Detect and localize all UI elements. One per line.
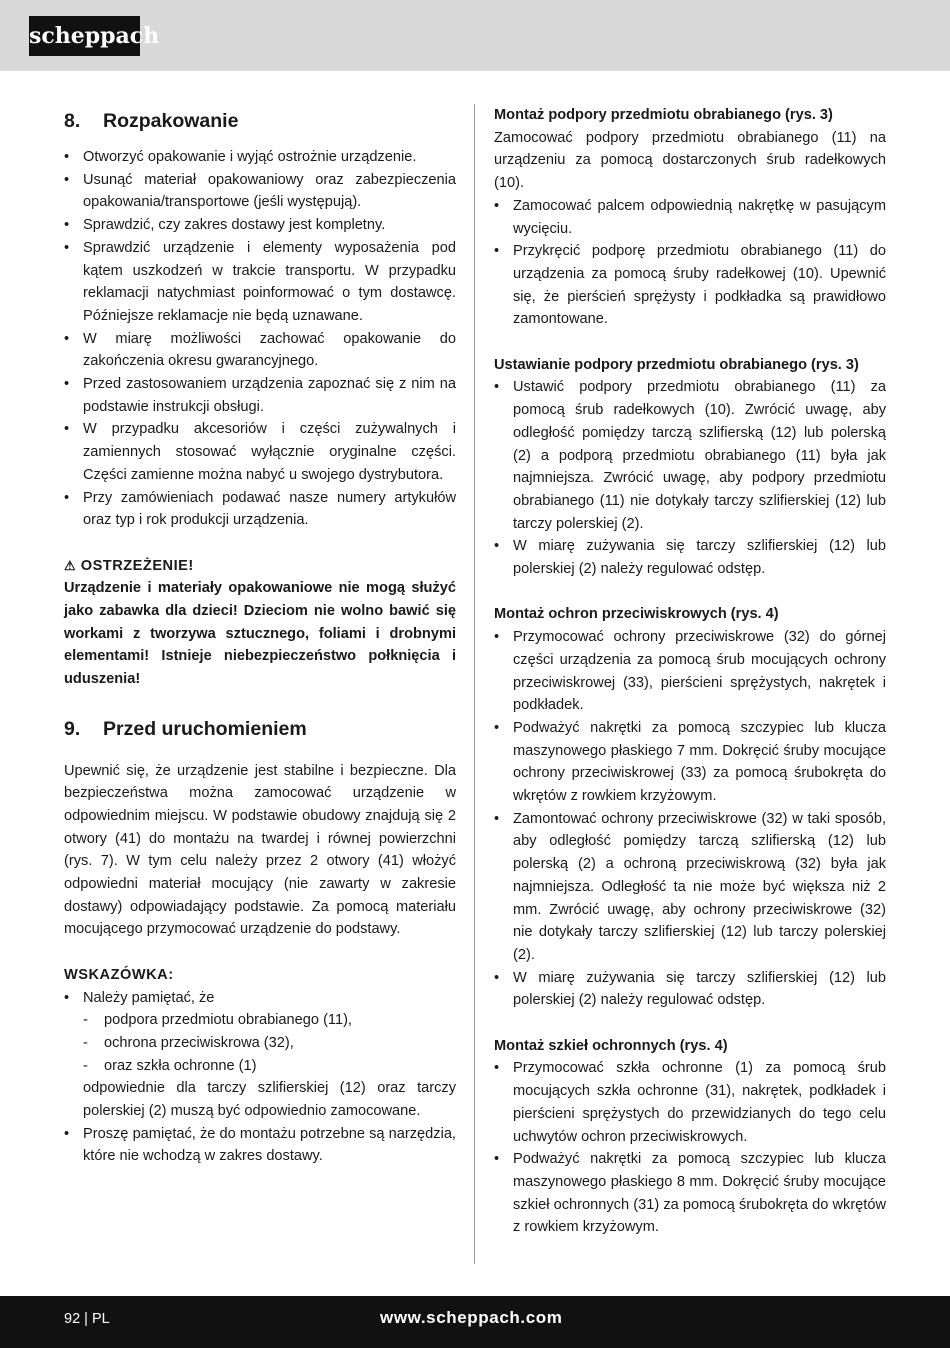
sublist-item: - ochrona przeciwiskrowa (32), bbox=[83, 1032, 456, 1055]
section-number: 8. bbox=[64, 110, 81, 132]
note-tail: odpowiednie dla tarczy szlifierskiej (12) oraz tarczy polerskiej (2) muszą być odpowiednio zamocowane. bbox=[83, 1080, 456, 1120]
list-item: • Proszę pamiętać, że do montażu potrzebne są narzędzia, które nie wchodzą w zakres dostawy. bbox=[64, 1123, 456, 1168]
sublist-item: - podpora przedmiotu obrabianego (11), bbox=[83, 1009, 456, 1032]
subsection-heading: Montaż szkieł ochronnych (rys. 4) bbox=[494, 1037, 728, 1054]
list-item bbox=[64, 987, 456, 1123]
list-item: • Ustawić podpory przedmiotu obrabianego (11) za pomocą śrub radełkowych (10). Zwrócić uwagę, aby odległość pomiędzy tarczą szlifierską (12) lub polerską (2) a podporą przedmiotu obrabianego (11) była jak najmniejsza. Zwrócić uwagę, aby podpory przedmiotu obrabianego (11) nie dotykały tarczy szlifierskiej (12) lub tarczy polerskiej (2). bbox=[494, 376, 886, 535]
column-divider bbox=[474, 104, 475, 1264]
brand-logo: scheppach bbox=[29, 16, 140, 56]
website-link[interactable]: www.scheppach.com bbox=[380, 1308, 563, 1327]
warning-triangle-icon: ⚠ bbox=[64, 557, 77, 573]
note-title: WSKAZÓWKA: bbox=[64, 966, 174, 983]
sublist-item: - oraz szkła ochronne (1) bbox=[83, 1055, 456, 1078]
note-list bbox=[64, 987, 456, 1169]
list-item: • W miarę zużywania się tarczy szlifierskiej (12) lub polerskiej (2) należy regulować odstęp. bbox=[494, 967, 886, 1012]
page-footer bbox=[0, 1296, 950, 1348]
list-item: • W miarę zużywania się tarczy szlifierskiej (12) lub polerskiej (2) należy regulować odstęp. bbox=[494, 535, 886, 580]
list-item: • Podważyć nakrętki za pomocą szczypiec lub klucza maszynowego płaskiego 8 mm. Dokręcić śruby mocujące szkieł ochronnych (31) za pomocą śrubokręta do wkrętów z rowkiem krzyżowym. bbox=[494, 1148, 886, 1239]
unpacking-list bbox=[64, 146, 456, 532]
list-item: • Usunąć materiał opakowaniowy oraz zabezpieczenia opakowania/transportowe (jeśli występują). bbox=[64, 169, 456, 214]
section-8-heading bbox=[64, 106, 456, 136]
section-9-heading bbox=[64, 714, 456, 744]
list-item: • Zamocować palcem odpowiednią nakrętkę w pasującym wycięciu. bbox=[494, 195, 886, 240]
list-item: • Podważyć nakrętki za pomocą szczypiec lub klucza maszynowego płaskiego 7 mm. Dokręcić śruby mocujące ochrony przeciwiskrowej (33) za pomocą śrubokręta do wkrętów z rowkiem krzyżowym. bbox=[494, 717, 886, 808]
section-number: 9. bbox=[64, 717, 81, 740]
list-item: • Przy zamówieniach podawać nasze numery artykułów oraz typ i rok produkcji urządzenia. bbox=[64, 487, 456, 532]
section-title: Rozpakowanie bbox=[103, 110, 239, 132]
list-item: • Przymocować ochrony przeciwiskrowe (32) do górnej części urządzenia za pomocą śrub mocujących ochrony przeciwiskrowej (33), pierścieni sprężystych, nakrętek i podkładek. bbox=[494, 626, 886, 717]
warning-heading bbox=[64, 555, 456, 578]
list-item: • W miarę możliwości zachować opakowanie do zakończenia okresu gwarancyjnego. bbox=[64, 328, 456, 373]
section-title: Przed uruchomieniem bbox=[103, 717, 307, 740]
list-item: • Przed zastosowaniem urządzenia zapoznać się z nim na podstawie instrukcji obsługi. bbox=[64, 373, 456, 418]
warning-title: OSTRZEŻENIE! bbox=[80, 557, 194, 574]
list-item: • Przykręcić podporę przedmiotu obrabianego (11) do urządzenia za pomocą śruby radełkowej (10). Upewnić się, że pierścień sprężysty i podkładka są prawidłowo zamontowane. bbox=[494, 240, 886, 331]
list-item: • W przypadku akcesoriów i części zużywalnych i zamiennych stosować wyłącznie oryginalne części. Części zamienne można nabyć u swojego dystrybutora. bbox=[64, 418, 456, 486]
note-intro: • Należy pamiętać, że bbox=[83, 989, 215, 1006]
subsection-text: Zamocować podpory przedmiotu obrabianego (11) na urządzeniu za pomocą dostarczonych śrub radełkowych (10). bbox=[494, 129, 886, 192]
list-item: • Przymocować szkła ochronne (1) za pomocą śrub mocujących szkła ochronne (31), nakrętek, podkładek i pierścieni sprężystych do przewidzianych do tego celu uchwytów ochron przeciwiskrowych. bbox=[494, 1057, 886, 1148]
subsection-heading: Montaż podpory przedmiotu obrabianego (rys. 3) bbox=[494, 107, 833, 123]
page-number: 92 | PL bbox=[64, 1311, 110, 1327]
workpiece-support-list bbox=[494, 195, 886, 331]
list-item: • Sprawdzić urządzenie i elementy wyposażenia pod kątem uszkodzeń w trakcie transportu. W przypadku reklamacji natychmiast poinformować o tym dostawcę. Późniejsze reklamacje nie będą uznawane. bbox=[64, 237, 456, 328]
subsection-heading: Montaż ochron przeciwiskrowych (rys. 4) bbox=[494, 606, 779, 623]
left-column bbox=[64, 104, 456, 1168]
subsection-heading: Ustawianie podpory przedmiotu obrabianego (rys. 3) bbox=[494, 356, 859, 373]
list-item: • Otworzyć opakowanie i wyjąć ostrożnie urządzenie. bbox=[64, 146, 456, 169]
list-item: • Sprawdzić, czy zakres dostawy jest kompletny. bbox=[64, 214, 456, 237]
support-adjust-list bbox=[494, 376, 886, 580]
spark-guard-list bbox=[494, 626, 886, 1012]
right-column bbox=[494, 104, 886, 1239]
warning-text: Urządzenie i materiały opakowaniowe nie mogą służyć jako zabawka dla dzieci! Dzieciom nie wolno bawić się workami z tworzywa sztucznego, foliami i drobnymi elementami! Istnieje niebezpieczeństwo połknięcia i uduszenia! bbox=[64, 580, 456, 688]
page-header bbox=[0, 0, 950, 71]
note-sublist bbox=[83, 1009, 456, 1077]
list-item: • Zamontować ochrony przeciwiskrowe (32) w taki sposób, aby odległość pomiędzy tarczą szlifierską (12) lub polerską (2) a ochroną przeciwiskrową (32) była jak najmniejsza. Odległość ta nie może być większa niż 2 mm. Zwrócić uwagę, aby ochrony przeciwiskrowe (32) nie dotykały tarczy szlifierskiej (12) lub tarczy polerskiej (2). bbox=[494, 808, 886, 967]
eye-shield-list bbox=[494, 1057, 886, 1239]
setup-paragraph: Upewnić się, że urządzenie jest stabilne i bezpieczne. Dla bezpieczeństwa można zamocować urządzenie w odpowiednim miejscu. W podstawie obudowy znajdują się 2 otwory (41) do montażu na twardej i równej powierzchni (rys. 7). W tym celu należy przez 2 otwory (41) włożyć odpowiedni materiał mocujący (nie zawarty w zakresie dostawy) odpowiadający podstawie. Za pomocą materiału mocującego przymocować urządzenie do podstawy. bbox=[64, 762, 456, 938]
